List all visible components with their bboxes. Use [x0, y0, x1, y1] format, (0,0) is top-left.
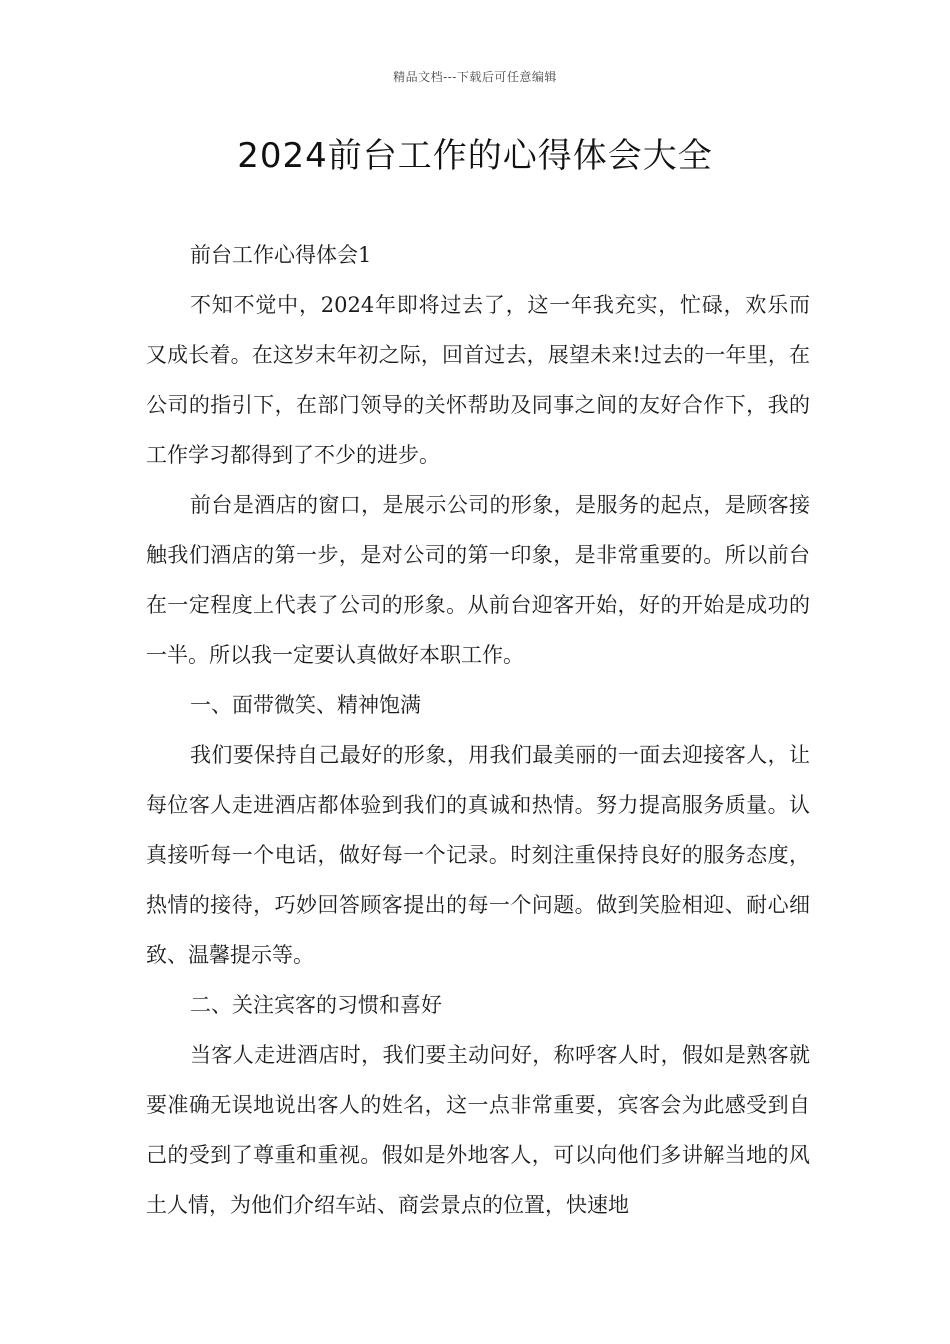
section-heading: 一、面带微笑、精神饱满	[190, 693, 421, 717]
document-title: 2024前台工作的心得体会大全	[237, 136, 713, 176]
body-paragraph: 前台是酒店的窗口，是展示公司的形象，是服务的起点，是顾客接触我们酒店的第一步，是对公司的第一印象，是非常重要的。所以前台在一定程度上代表了公司的形象。从前台迎客开始，好的开始是成功的一半。所以我一定要认真做好本职工作。	[146, 493, 810, 667]
body-paragraph: 不知不觉中，2024年即将过去了，这一年我充实，忙碌，欢乐而又成长着。在这岁末年初之际，回首过去，展望未来!过去的一年里，在公司的指引下，在部门领导的关怀帮助及同事之间的友好合作下，我的工作学习都得到了不少的进步。	[146, 293, 810, 467]
document-body	[146, 230, 810, 1230]
header-note: 精品文档---下载后可任意编辑	[393, 70, 557, 84]
section-heading: 前台工作心得体会1	[190, 243, 372, 267]
body-paragraph: 当客人走进酒店时，我们要主动问好，称呼客人时，假如是熟客就要准确无误地说出客人的姓名，这一点非常重要，宾客会为此感受到自己的受到了尊重和重视。假如是外地客人，可以向他们多讲解当地的风土人情，为他们介绍车站、商尝景点的位置，快速地	[146, 1043, 810, 1217]
body-paragraph: 我们要保持自己最好的形象，用我们最美丽的一面去迎接客人，让每位客人走进酒店都体验到我们的真诚和热情。努力提高服务质量。认真接听每一个电话，做好每一个记录。时刻注重保持良好的服务态度，热情的接待，巧妙回答顾客提出的每一个问题。做到笑脸相迎、耐心细致、温馨提示等。	[146, 743, 810, 967]
section-heading: 二、关注宾客的习惯和喜好	[190, 993, 442, 1017]
